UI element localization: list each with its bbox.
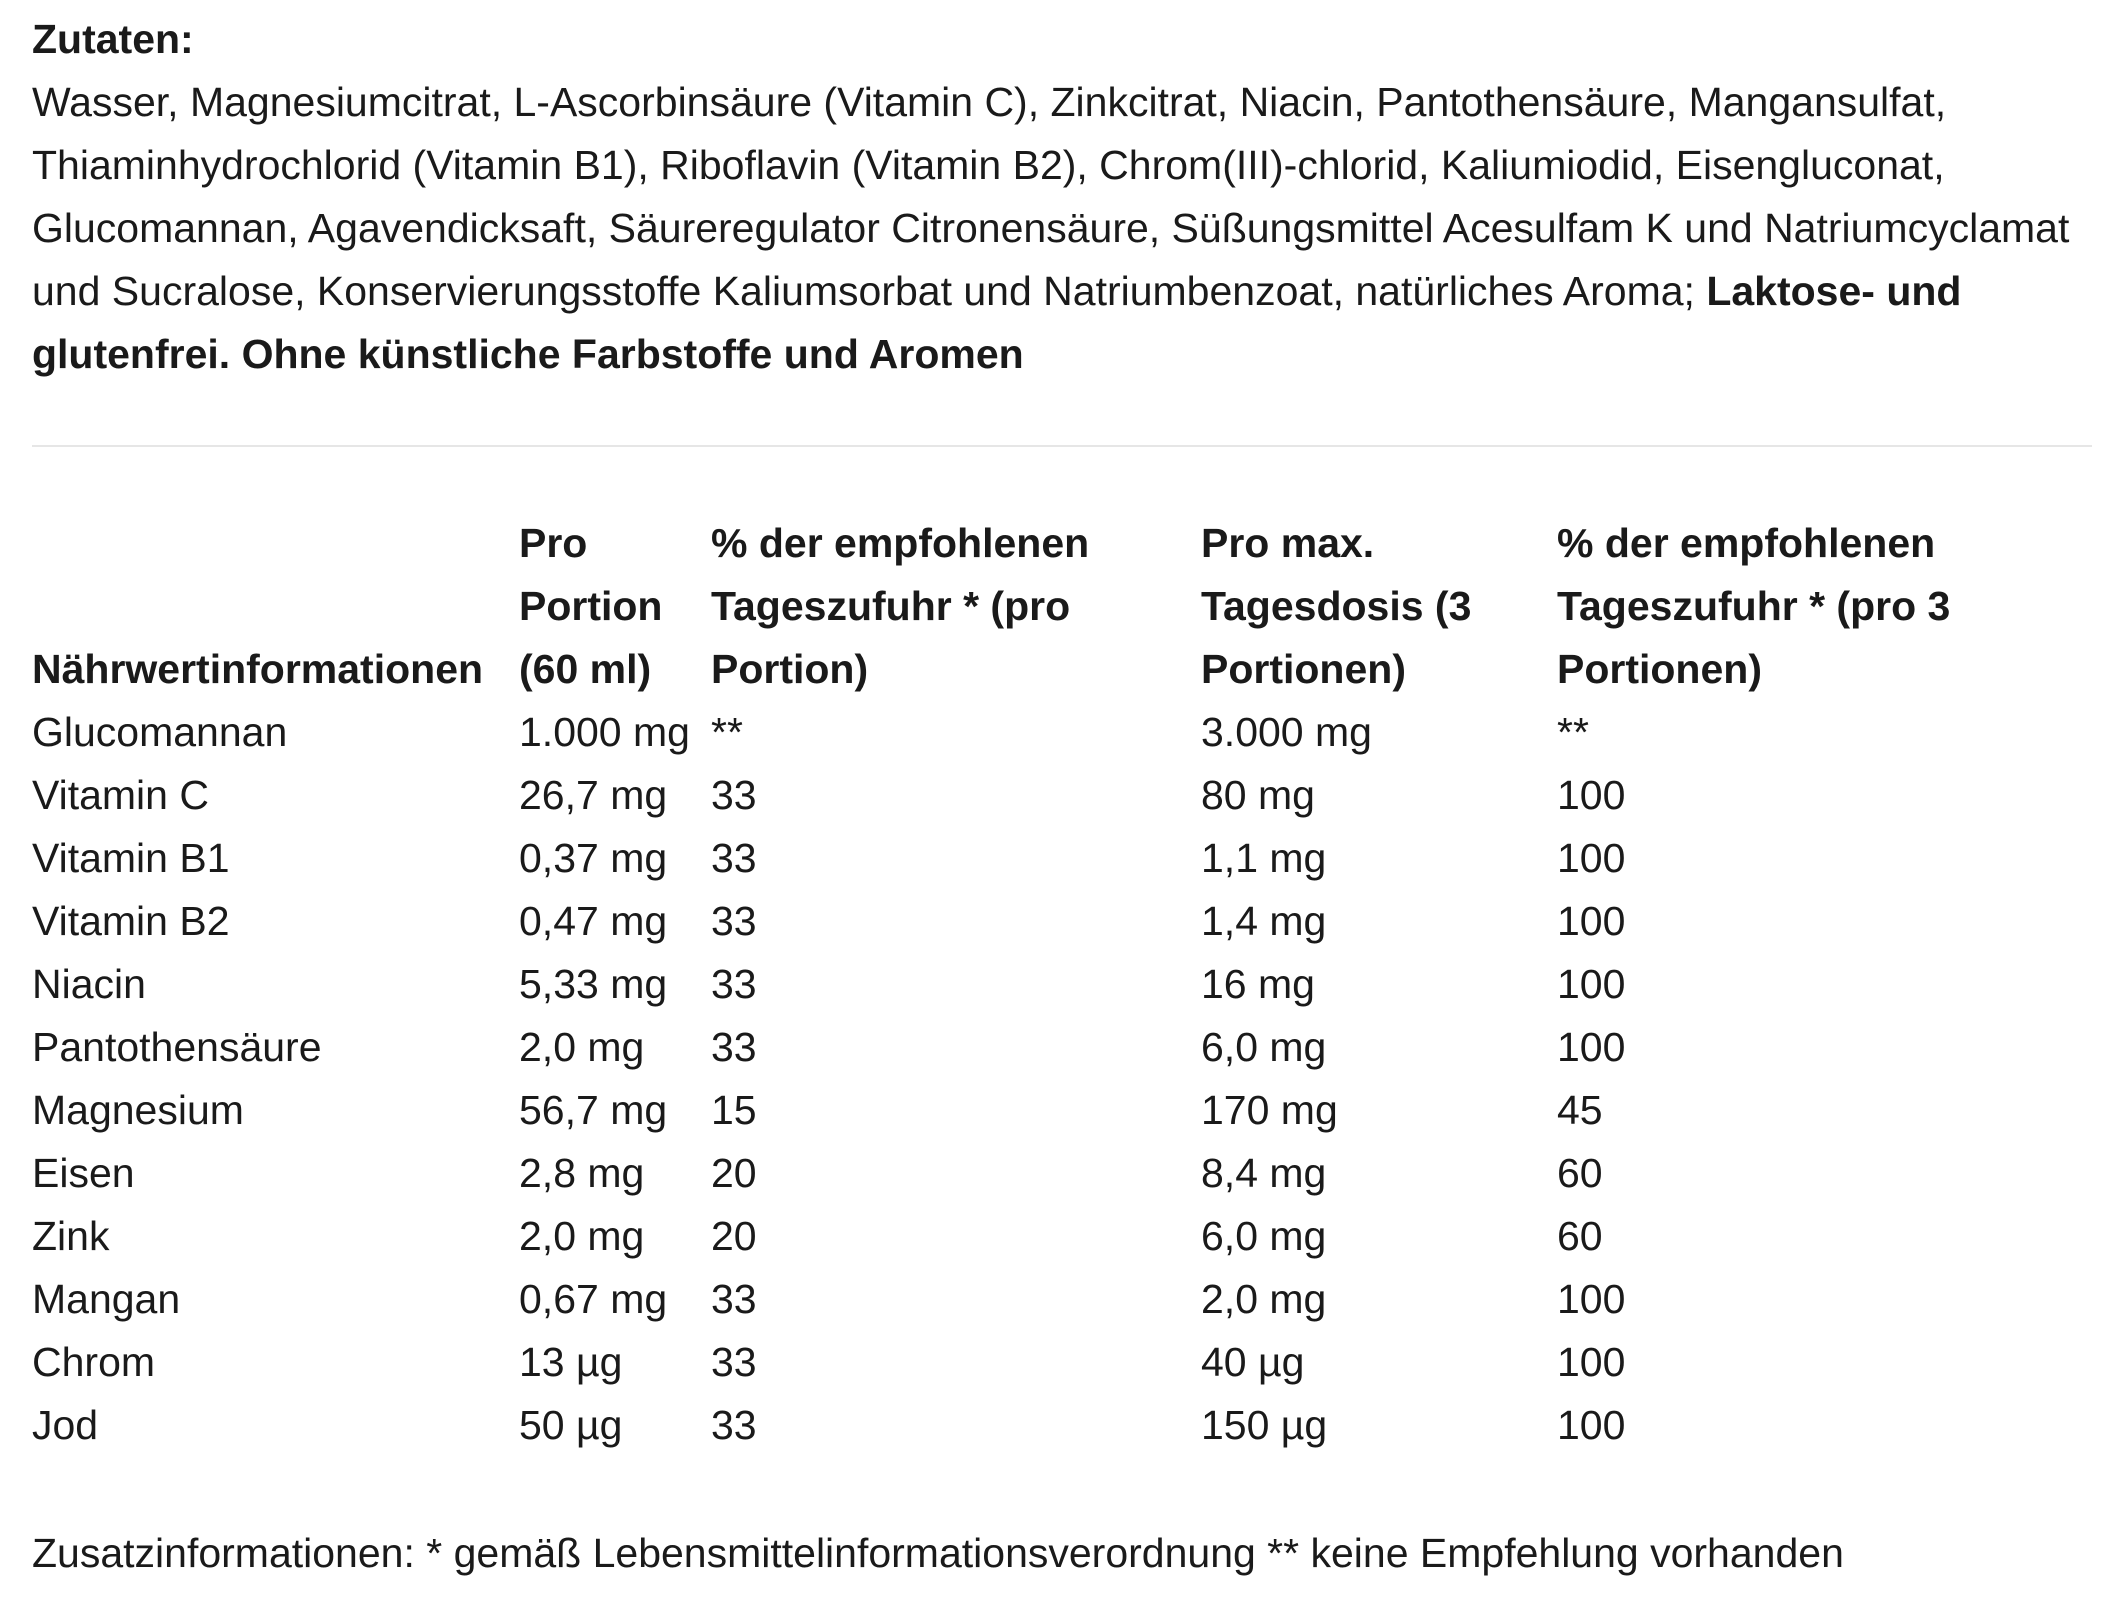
per-portion-value: 2,8 mg	[519, 1150, 645, 1196]
percent-per-portion-value: 33	[711, 961, 757, 1007]
per-portion-value: 1.000 mg	[519, 709, 690, 755]
table-row	[32, 1079, 2057, 1142]
percent-per-portion-value: 33	[711, 835, 757, 881]
nutrient-name: Glucomannan	[32, 709, 288, 755]
table-row	[32, 953, 2057, 1016]
percent-per-portion-value: 20	[711, 1213, 757, 1259]
percent-per-3-portions-value: 45	[1557, 1087, 1603, 1133]
per-portion-value: 2,0 mg	[519, 1024, 645, 1070]
per-max-daily-dose-value: 8,4 mg	[1201, 1150, 1327, 1196]
nutrient-name: Niacin	[32, 961, 146, 1007]
table-header-row	[32, 512, 2057, 701]
percent-per-portion-value: 33	[711, 898, 757, 944]
nutrient-name: Vitamin B1	[32, 835, 230, 881]
per-max-daily-dose-value: 2,0 mg	[1201, 1276, 1327, 1322]
percent-per-3-portions-value: 100	[1557, 835, 1626, 881]
percent-per-3-portions-value: 100	[1557, 898, 1626, 944]
nutrient-name: Eisen	[32, 1150, 135, 1196]
percent-per-portion-value: 33	[711, 1339, 757, 1385]
additional-info-footer: Zusatzinformationen: * gemäß Lebensmittelinformationsverordnung ** keine Empfehlung vorhanden	[32, 1530, 1844, 1576]
per-max-daily-dose-value: 16 mg	[1201, 961, 1315, 1007]
per-max-daily-dose-value: 150 µg	[1201, 1402, 1328, 1448]
percent-per-portion-value: 33	[711, 772, 757, 818]
table-row	[32, 1142, 2057, 1205]
per-portion-value: 2,0 mg	[519, 1213, 645, 1259]
ingredients-section	[32, 8, 2082, 386]
header-per-max-daily-dose: Pro max. Tagesdosis (3 Portionen)	[1201, 520, 1472, 692]
percent-per-3-portions-value: 100	[1557, 1339, 1626, 1385]
per-max-daily-dose-value: 1,1 mg	[1201, 835, 1327, 881]
percent-per-portion-value: **	[711, 709, 743, 755]
percent-per-3-portions-value: 100	[1557, 961, 1626, 1007]
nutrient-name: Chrom	[32, 1339, 156, 1385]
table-row	[32, 1268, 2057, 1331]
percent-per-3-portions-value: 60	[1557, 1213, 1603, 1259]
ingredients-bold-note: Laktose- und glutenfrei. Ohne künstliche Farbstoffe und Aromen	[32, 268, 1962, 377]
percent-per-3-portions-value: 100	[1557, 772, 1626, 818]
percent-per-portion-value: 15	[711, 1087, 757, 1133]
table-row	[32, 1331, 2057, 1394]
per-portion-value: 56,7 mg	[519, 1087, 668, 1133]
table-row	[32, 1394, 2057, 1457]
table-body	[32, 701, 2057, 1457]
table-row	[32, 890, 2057, 953]
per-portion-value: 13 µg	[519, 1339, 623, 1385]
per-max-daily-dose-value: 6,0 mg	[1201, 1024, 1327, 1070]
percent-per-portion-value: 33	[711, 1276, 757, 1322]
per-portion-value: 0,67 mg	[519, 1276, 668, 1322]
nutrient-name: Vitamin C	[32, 772, 209, 818]
per-portion-value: 5,33 mg	[519, 961, 668, 1007]
nutrient-name: Zink	[32, 1213, 110, 1259]
nutrient-name: Pantothensäure	[32, 1024, 322, 1070]
percent-per-3-portions-value: 60	[1557, 1150, 1603, 1196]
per-max-daily-dose-value: 3.000 mg	[1201, 709, 1372, 755]
percent-per-3-portions-value: 100	[1557, 1276, 1626, 1322]
per-max-daily-dose-value: 80 mg	[1201, 772, 1315, 818]
per-portion-value: 50 µg	[519, 1402, 623, 1448]
percent-per-portion-value: 20	[711, 1150, 757, 1196]
header-percent-per-portion: % der empfohlenen Tageszufuhr * (pro Portion)	[711, 520, 1090, 692]
per-max-daily-dose-value: 40 µg	[1201, 1339, 1305, 1385]
nutrient-name: Vitamin B2	[32, 898, 230, 944]
table-row	[32, 764, 2057, 827]
per-portion-value: 0,47 mg	[519, 898, 668, 944]
per-max-daily-dose-value: 1,4 mg	[1201, 898, 1327, 944]
section-divider	[32, 445, 2092, 447]
per-max-daily-dose-value: 6,0 mg	[1201, 1213, 1327, 1259]
percent-per-portion-value: 33	[711, 1024, 757, 1070]
nutrient-name: Jod	[32, 1402, 99, 1448]
per-portion-value: 0,37 mg	[519, 835, 668, 881]
per-max-daily-dose-value: 170 mg	[1201, 1087, 1338, 1133]
nutrient-name: Mangan	[32, 1276, 181, 1322]
nutrient-name: Magnesium	[32, 1087, 244, 1133]
table-row	[32, 701, 2057, 764]
ingredients-heading: Zutaten:	[32, 16, 194, 62]
nutrition-table	[32, 512, 2057, 1457]
percent-per-3-portions-value: 100	[1557, 1024, 1626, 1070]
table-row	[32, 1016, 2057, 1079]
header-per-portion: Pro Portion (60 ml)	[519, 520, 663, 692]
percent-per-3-portions-value: **	[1557, 709, 1589, 755]
table-row	[32, 827, 2057, 890]
per-portion-value: 26,7 mg	[519, 772, 668, 818]
header-percent-per-3-portions: % der empfohlenen Tageszufuhr * (pro 3 Portionen)	[1557, 520, 1951, 692]
header-nutrient: Nährwertinformationen	[32, 646, 484, 692]
table-row	[32, 1205, 2057, 1268]
percent-per-portion-value: 33	[711, 1402, 757, 1448]
percent-per-3-portions-value: 100	[1557, 1402, 1626, 1448]
ingredients-text: Wasser, Magnesiumcitrat, L-Ascorbinsäure (Vitamin C), Zinkcitrat, Niacin, Pantothensäure, Mangansulfat, Thiaminhydrochlorid (Vitamin B1), Riboflavin (Vitamin B2), Chrom(III)-chlorid, Kaliumiodid, Eisengluconat, Glucomannan, Agavendicksaft, Säureregulator Citronensäure, Süßungsmittel Acesulfam K und Natriumcyclamat und Sucralose, Konservierungsstoffe Kaliumsorbat und Natriumbenzoat, natürliches Aroma;	[32, 79, 2070, 314]
